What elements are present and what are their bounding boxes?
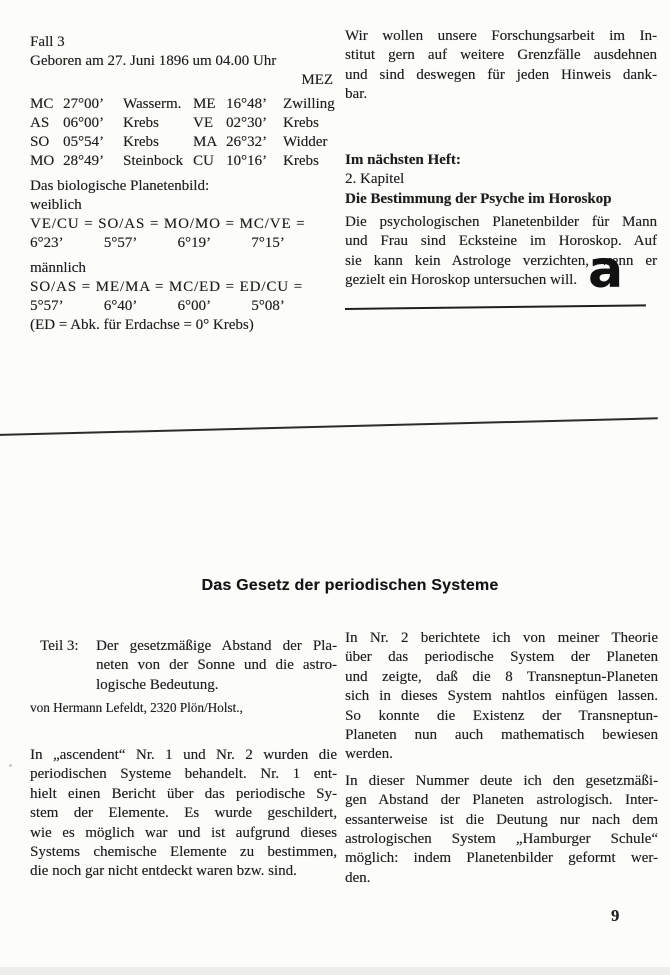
planet-degree: 10°16’ (226, 153, 267, 169)
text-line: Systems chemische Elemente zu bestimmen, (30, 844, 337, 861)
article-left-paragraph (30, 746, 337, 882)
chapter-title: Die Bestimmung der Psyche im Horoskop (345, 190, 612, 207)
planet-code: ME (193, 96, 216, 112)
text-line: über das periodische System der Planeten (345, 649, 658, 666)
planet-degree: 27°00’ (63, 96, 104, 112)
degree-value: 5°57’ (30, 298, 64, 314)
text-line: periodischen Systeme behandelt. Nr. 1 ent- (30, 766, 337, 783)
text-line: In „ascendent“ Nr. 1 und Nr. 2 wurden die (30, 747, 337, 763)
zodiac-sign: Krebs (283, 115, 319, 131)
planet-code: CU (193, 153, 214, 169)
planet-degree: 02°30’ (226, 115, 267, 131)
next-issue-label: Im nächsten Heft: (345, 152, 461, 169)
degree-value: 5°08’ (251, 298, 285, 314)
male-formula-values (30, 297, 336, 316)
text-line: essanterweise ist die Deutung nur nach dem (345, 811, 658, 828)
text-line: hielt einen Bericht über das periodische Sy- (30, 785, 337, 802)
author-byline: von Hermann Lefeldt, 2320 Plön/Holst., (30, 700, 243, 715)
table-row (30, 133, 336, 152)
planet-degree: 06°00’ (63, 115, 104, 131)
female-formula-values (30, 234, 336, 253)
page-number: 9 (611, 906, 620, 925)
text-line: die noch gar nicht entdeckt waren bzw. sind. (30, 863, 297, 880)
planet-code: AS (30, 115, 50, 131)
birth-line: Geboren am 27. Juni 1896 um 04.00 Uhr (30, 53, 277, 69)
planet-code: SO (30, 134, 50, 150)
article-heading: Das Gesetz der periodischen Systeme (201, 577, 499, 594)
planet-code: MA (193, 134, 218, 150)
text-line: und sind deswegen für jeden Hinweis dank- (345, 66, 657, 83)
zodiac-sign: Wasserm. (123, 96, 182, 112)
text-line: stem der Elemente. Es wurde geschildert, (30, 805, 337, 822)
planet-code: MC (30, 96, 54, 112)
text-line: Der gesetzmäßige Abstand der Pla- (96, 638, 337, 654)
zodiac-sign: Zwilling (283, 96, 335, 112)
text-line: gezielt ein Horoskop untersuchen will. (345, 271, 578, 288)
degree-value: 7°15’ (251, 235, 285, 251)
text-line: wie es möglich war und ist aufgrund dieses (30, 824, 337, 841)
degree-value: 6°00’ (177, 298, 211, 314)
zodiac-sign: Krebs (123, 134, 159, 150)
part-label: Teil 3: (40, 638, 79, 654)
planet-code: VE (193, 115, 213, 131)
text-line: sie kann kein Astrologe verzichten, wenn er (345, 252, 657, 269)
case-data-block (30, 33, 336, 335)
table-row (30, 95, 336, 114)
planet-degree: 28°49’ (63, 153, 104, 169)
male-label: männlich (30, 260, 86, 276)
text-line: So konnte die Existenz der Transneptun- (345, 707, 658, 724)
degree-value: 6°23’ (30, 235, 64, 251)
text-line: neten von der Sonne und die astro- (96, 657, 337, 674)
article-subtitle-block (40, 637, 337, 695)
text-line: stitut gern auf weitere Grenzfälle ausdehnen (345, 47, 657, 64)
table-row (30, 152, 336, 171)
section-divider-rule (345, 304, 646, 310)
zodiac-sign: Krebs (283, 153, 319, 169)
text-line: möglich: indem Planetenbilder geformt wer- (345, 850, 658, 867)
publisher-a-logo: a (588, 240, 624, 300)
page-divider-rule (0, 417, 658, 436)
planet-position-table (30, 95, 336, 171)
text-line: bar. (345, 85, 368, 102)
table-row (30, 114, 336, 133)
text-line: logische Bedeutung. (96, 676, 219, 693)
planet-code: MO (30, 153, 55, 169)
planet-degree: 16°48’ (226, 96, 267, 112)
planet-degree: 05°54’ (63, 134, 104, 150)
zodiac-sign: Krebs (123, 115, 159, 131)
male-formula: SO/AS = ME/MA = MC/ED = ED/CU = (30, 279, 304, 295)
degree-value: 6°40’ (103, 298, 138, 314)
part-title (96, 637, 337, 695)
text-line: astrologischen System „Hamburger Schule“ (345, 831, 658, 848)
text-line: Planeten nun auch mathematisch bewiesen (345, 727, 658, 744)
ed-abbreviation-note: (ED = Abk. für Erdachse = 0° Krebs) (30, 317, 254, 333)
scan-speck (9, 764, 12, 767)
zodiac-sign: Steinbock (123, 153, 183, 169)
text-line: und Frau sind Ecksteine im Horoskop. Auf (345, 233, 657, 250)
text-line: werden. (345, 746, 393, 763)
text-line: den. (345, 869, 371, 886)
text-line: Wir wollen unsere Forschungsarbeit im In- (345, 28, 657, 44)
text-line: sich in dieses System nahtlos einfügen lassen. (345, 688, 658, 705)
degree-value: 6°19’ (177, 235, 211, 251)
planet-degree: 26°32’ (226, 134, 267, 150)
chapter-number: 2. Kapitel (345, 171, 405, 188)
text-line: gen Abstand der Planeten astrologisch. Inter- (345, 792, 658, 809)
female-label: weiblich (30, 197, 82, 213)
bio-planetenbild-heading: Das biologische Planetenbild: (30, 178, 210, 194)
text-line: In Nr. 2 berichtete ich von meiner Theorie (345, 630, 658, 646)
case-title: Fall 3 (30, 34, 65, 50)
text-line: Die psychologischen Planetenbilder für Mann (345, 214, 657, 231)
article-right-column (345, 629, 658, 888)
zodiac-sign: Widder (283, 134, 328, 150)
scan-edge-shadow (0, 967, 670, 975)
text-line: In dieser Nummer deute ich den gesetzmäßi- (345, 772, 658, 789)
text-line: und zeigte, daß die 8 Transneptun-Planeten (345, 668, 658, 685)
degree-value: 5°57’ (103, 235, 138, 251)
female-formula: VE/CU = SO/AS = MO/MO = MC/VE = (30, 216, 306, 232)
timezone-label: MEZ (301, 72, 333, 88)
